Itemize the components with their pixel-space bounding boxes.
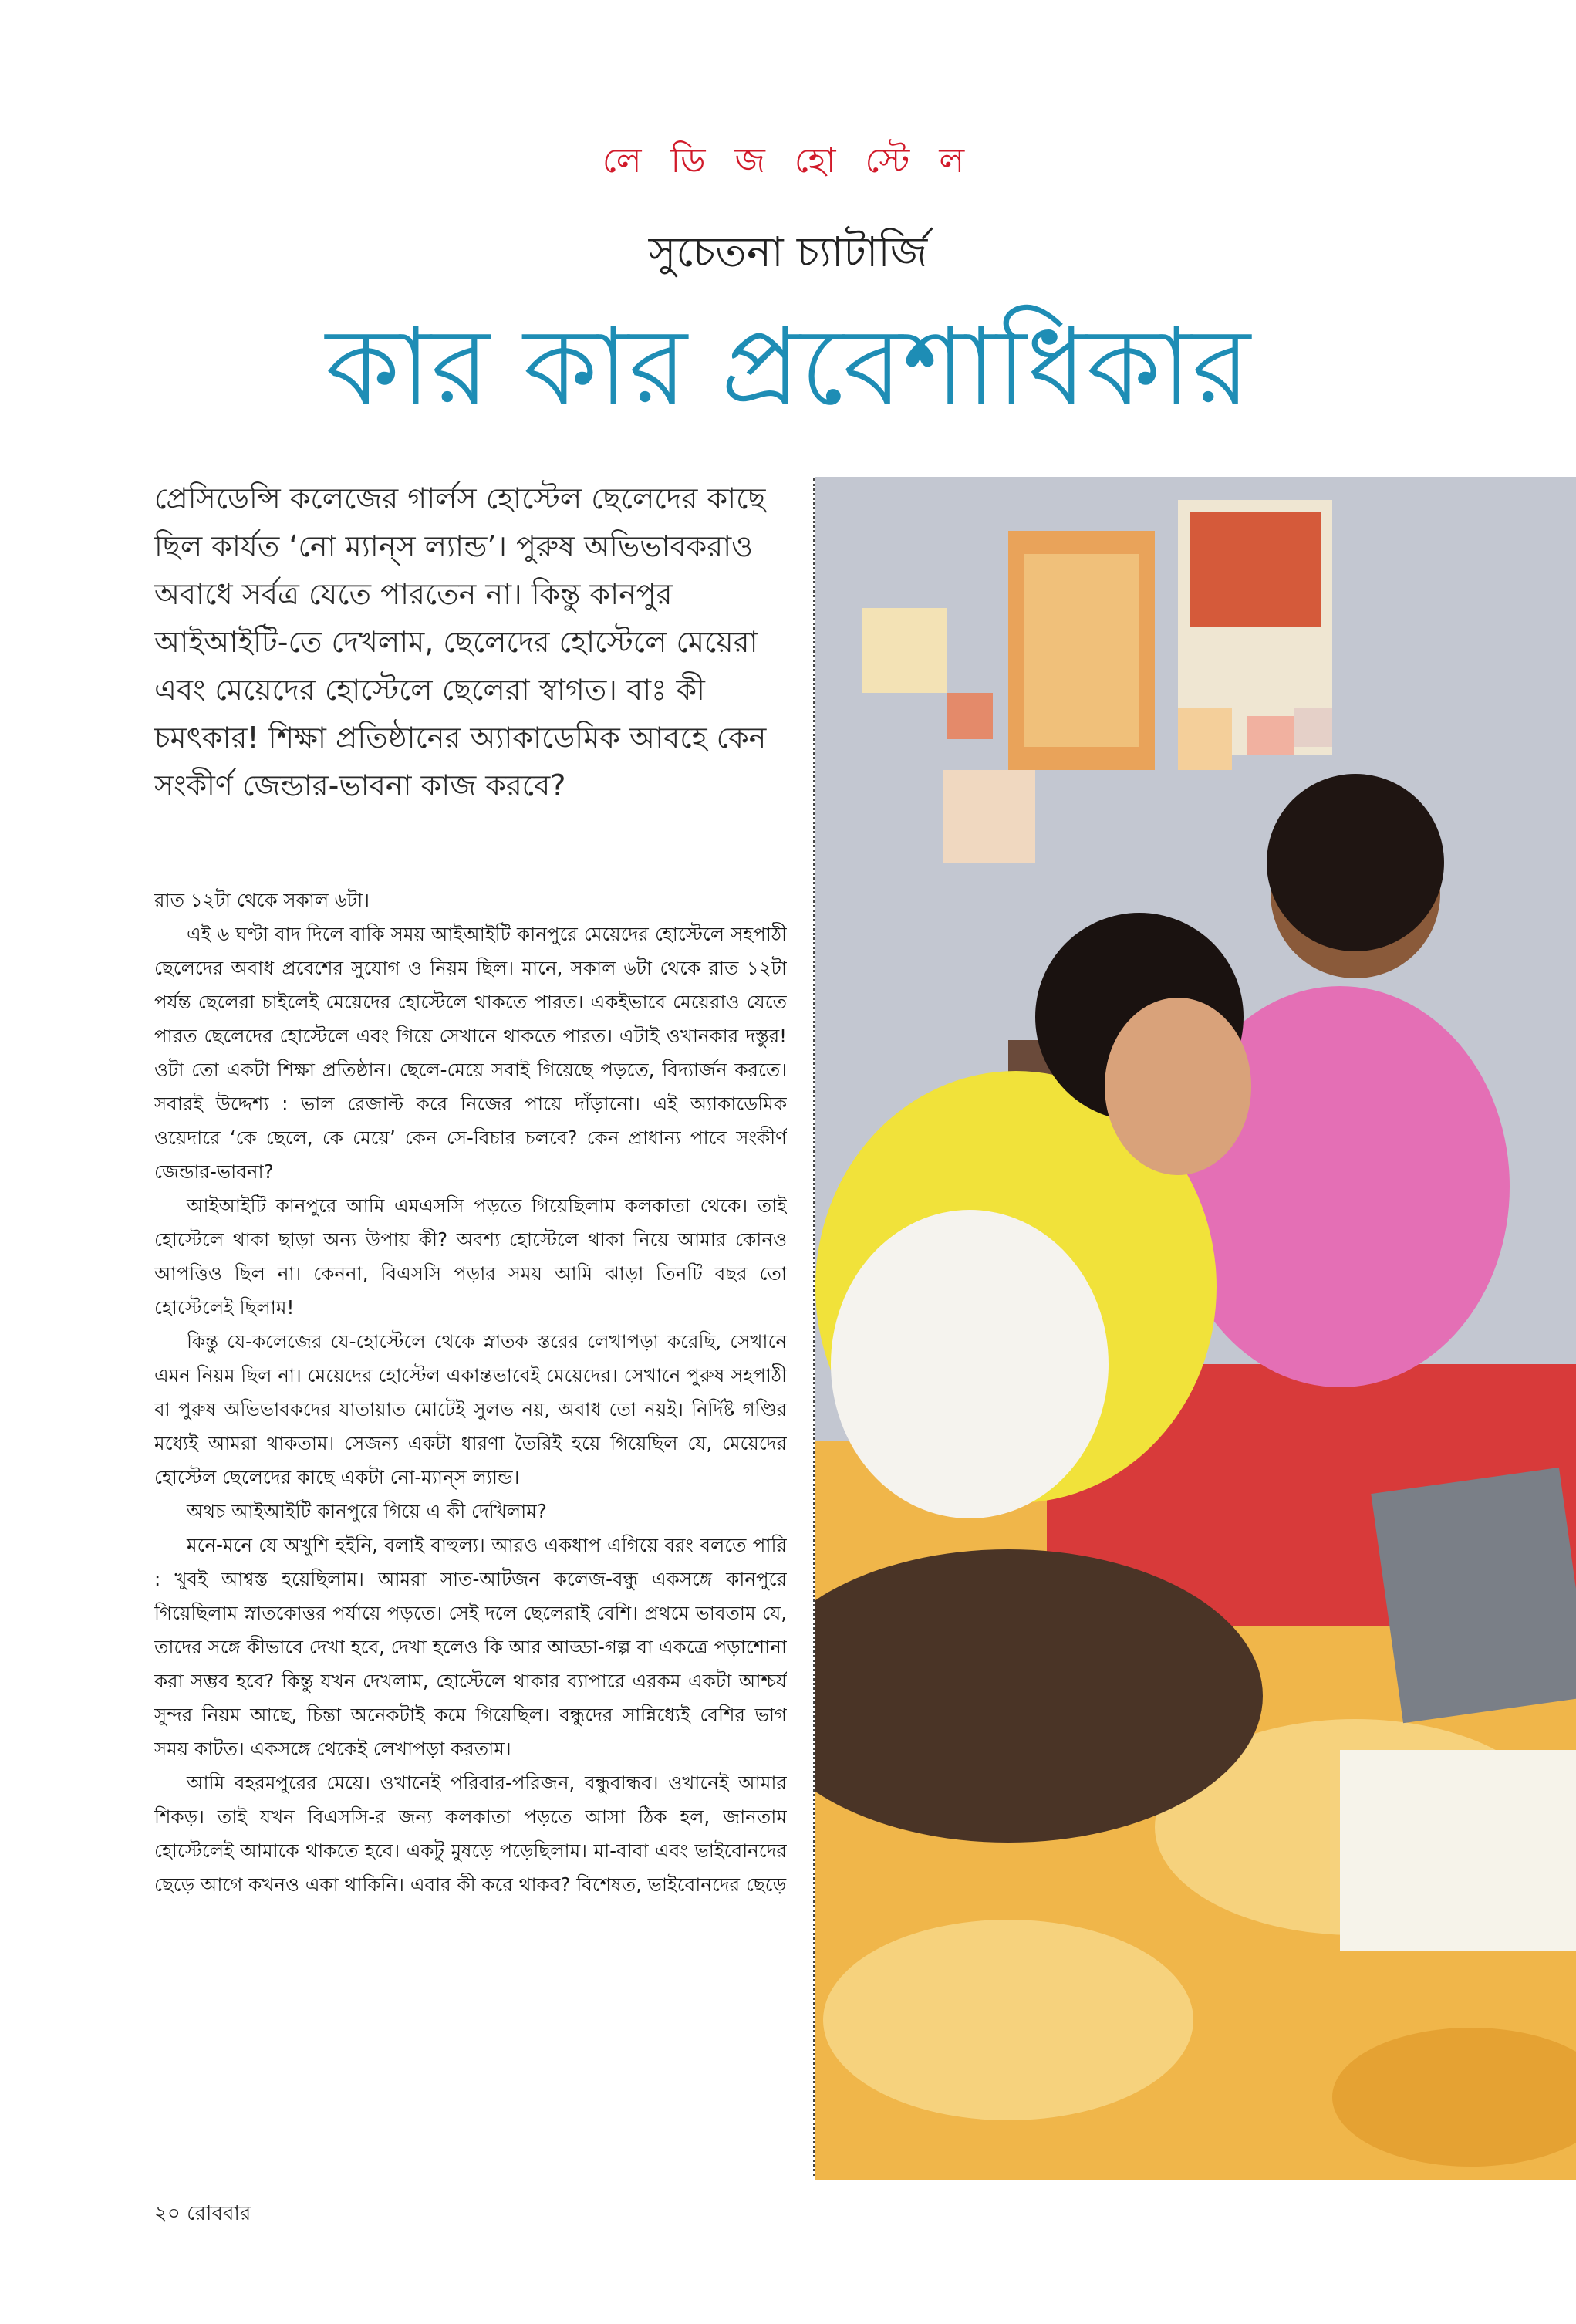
body-paragraph: রাত ১২টা থেকে সকাল ৬টা। xyxy=(154,889,370,911)
author-byline: সুচেতনা চ্যাটার্জি xyxy=(648,228,928,276)
article-photo xyxy=(815,477,1576,2180)
headline: কার কার প্রবেশাধিকার xyxy=(326,305,1250,429)
body-paragraph: অথচ আইআইটি কানপুরে গিয়ে এ কী দেখিলাম? xyxy=(187,1500,547,1522)
body-paragraph: আমি বহরমপুরের মেয়ে। ওখানেই পরিবার-পরিজন, বন্ধুবান্ধব। ওখানেই আমার শিকড়। তাই যখন বিএসসি-র জন্য কলকাতা পড়তে আসা ঠিক হল, জানতাম হোস্টেলেই আমাকে থাকতে হবে। একটু মুষড়ে পড়েছিলাম। মা-বাবা এবং ভাইবোনদের ছেড়ে আগে কখনও একা থাকিনি। এবার কী করে থাকব? বিশেষত, ভাইবোনদের ছেড়ে xyxy=(154,1772,787,1896)
lede-paragraph: প্রেসিডেন্সি কলেজের গার্লস হোস্টেল ছেলেদের কাছে ছিল কার্যত ‘নো ম্যান্‌স ল্যান্ড’। পুরুষ অভিভাবকরাও অবাধে সর্বত্র যেতে পারতেন না। কিন্তু কানপুর আইআইটি-তে দেখলাম, ছেলেদের হোস্টেলে মেয়েরা এবং মেয়েদের হোস্টেলে ছেলেরা স্বাগত। বাঃ কী চমৎকার! শিক্ষা প্রতিষ্ঠানের অ্যাকাডেমিক আবহে কেন সংকীর্ণ জেন্ডার-ভাবনা কাজ করবে? xyxy=(154,481,767,802)
body-paragraph: কিন্তু যে-কলেজের যে-হোস্টেলে থেকে স্নাতক স্তরের লেখাপড়া করেছি, সেখানে এমন নিয়ম ছিল না। মেয়েদের হোস্টেল একান্তভাবেই মেয়েদের। সেখানে পুরুষ সহপাঠী বা পুরুষ অভিভাবকদের যাতায়াত মোটেই সুলভ নয়, অবাধ তো নয়ই। নির্দিষ্ট গণ্ডির মধ্যেই আমরা থাকতাম। সেজন্য একটা ধারণা তৈরিই হয়ে গিয়েছিল যে, মেয়েদের হোস্টেল ছেলেদের কাছে একটা নো-ম্যান্‌স ল্যান্ড। xyxy=(154,1330,787,1488)
page-number: ২০ xyxy=(154,2202,181,2225)
magazine-name: রোববার xyxy=(187,2202,251,2225)
body-paragraph: আইআইটি কানপুরে আমি এমএসসি পড়তে গিয়েছিলাম কলকাতা থেকে। তাই হোস্টেলে থাকা ছাড়া অন্য উপায় কী? অবশ্য হোস্টেলে থাকা নিয়ে আমার কোনও আপত্তিও ছিল না। কেননা, বিএসসি পড়ার সময় আমি ঝাড়া তিনটি বছর তো হোস্টেলেই ছিলাম! xyxy=(154,1194,787,1319)
section-label: লে ডি জ হো স্টে ল xyxy=(602,141,974,181)
body-paragraph: এই ৬ ঘণ্টা বাদ দিলে বাকি সময় আইআইটি কানপুরে মেয়েদের হোস্টেলে সহপাঠী ছেলেদের অবাধ প্রবেশের সুযোগ ও নিয়ম ছিল। মানে, সকাল ৬টা থেকে রাত ১২টা পর্যন্ত ছেলেরা চাইলেই মেয়েদের হোস্টেলে থাকতে পারত। একইভাবে মেয়েরাও যেতে পারত ছেলেদের হোস্টেলে এবং গিয়ে সেখানে থাকতে পারত। এটাই ওখানকার দস্তুর! ওটা তো একটা শিক্ষা প্রতিষ্ঠান। ছেলে-মেয়ে সবাই গিয়েছে পড়তে, বিদ্যার্জন করতে। সবারই উদ্দেশ্য : ভাল রেজাল্ট করে নিজের পায়ে দাঁড়ানো। এই অ্যাকাডেমিক ওয়েদারে ‘কে ছেলে, কে মেয়ে’ কেন সে-বিচার চলবে? কেন প্রাধান্য পাবে সংকীর্ণ জেন্ডার-ভাবনা? xyxy=(154,923,787,1183)
body-paragraph: মনে-মনে যে অখুশি হইনি, বলাই বাহুল্য। আরও একধাপ এগিয়ে বরং বলতে পারি : খুবই আশ্বস্ত হয়েছিলাম। আমরা সাত-আটজন কলেজ-বন্ধু একসঙ্গে কানপুরে গিয়েছিলাম স্নাতকোত্তর পর্যায়ে পড়তে। সেই দলে ছেলেরাই বেশি। প্রথমে ভাবতাম যে, তাদের সঙ্গে কীভাবে দেখা হবে, দেখা হলেও কি আর আড্ডা-গল্প বা একত্রে পড়াশোনা করা সম্ভব হবে? কিন্তু যখন দেখলাম, হোস্টেলে থাকার ব্যাপারে এরকম একটা আশ্চর্য সুন্দর নিয়ম আছে, চিন্তা অনেকটাই কমে গিয়েছিল। বন্ধুদের সান্নিধ্যেই বেশির ভাগ সময় কাটত। একসঙ্গে থেকেই লেখাপড়া করতাম। xyxy=(154,1534,787,1760)
article-body xyxy=(154,883,787,2153)
page-footer xyxy=(154,2197,251,2231)
